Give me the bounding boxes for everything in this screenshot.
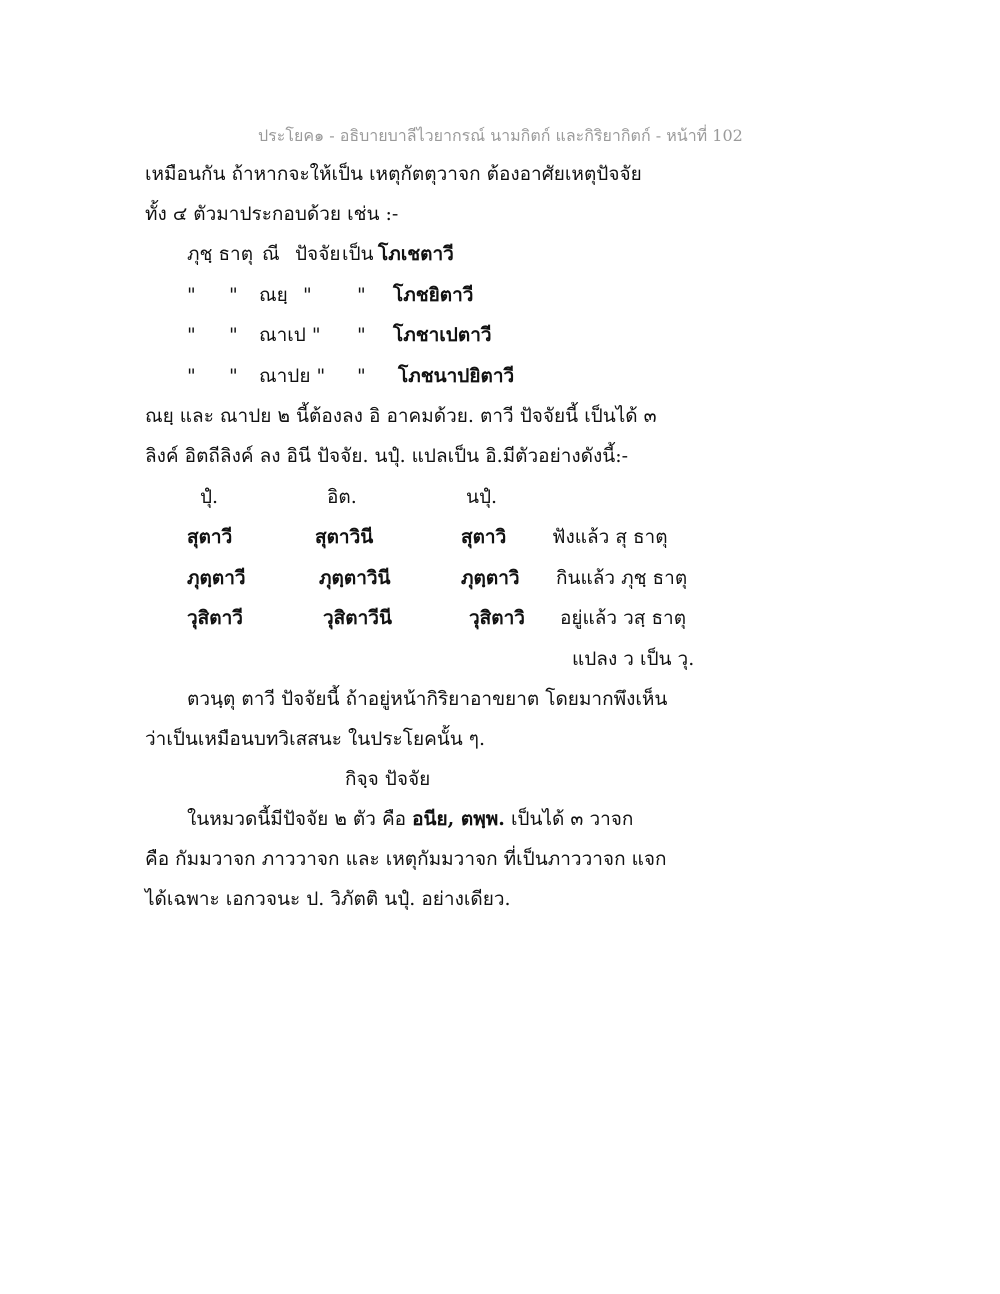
table-note: แปลง ว เป็น วุ.: [572, 648, 695, 670]
para3-line-1-start: ในหมวดนี้มีปัจจัย ๒ ตัว คือ: [187, 808, 407, 830]
derivation-1-result: โภเชตาวี: [378, 243, 454, 265]
table-row-1-masculine: สุตาวี: [187, 526, 233, 548]
table-header-feminine: อิต.: [327, 486, 357, 508]
derivation-3-suffix: ณาเป ": [259, 324, 321, 346]
section-title: กิจฺจ ปัจจัย: [345, 768, 431, 790]
explain-line-2: ลิงค์ อิตถีลิงค์ ลง อินี ปัจจัย. นปุํ. แปลเป็น อิ.มีตัวอย่างดังนี้:-: [145, 445, 629, 467]
derivation-4-result: โภชนาปยิตาวี: [398, 365, 515, 387]
table-header-masculine: ปุํ.: [200, 486, 219, 508]
table-row-2-feminine: ภุตฺตาวินี: [319, 567, 391, 589]
intro-line-2: ทั้ง ๔ ตัวมาประกอบด้วย เช่น :-: [145, 203, 399, 225]
table-row-3-feminine: วุสิตาวีนี: [323, 607, 392, 629]
derivation-2-suffix: ณยฺ: [259, 284, 288, 306]
para3-line-1-end: เป็นได้ ๓ วาจก: [510, 808, 634, 830]
derivation-1-root: ภุชฺ ธาตุ: [187, 243, 254, 265]
intro-line-1: เหมือนกัน ถ้าหากจะให้เป็น เหตุกัตตุวาจก ต้องอาศัยเหตุปัจจัย: [145, 163, 642, 185]
derivation-2-ditto: ": [229, 284, 238, 306]
derivation-4-suffix: ณาปย ": [259, 365, 326, 387]
derivation-3-ditto: ": [229, 324, 238, 346]
para3-line-2: คือ กัมมวาจก ภาววาจก และ เหตุกัมมวาจก ที่เป็นภาววาจก แจก: [145, 848, 667, 870]
derivation-2-ditto: ": [357, 284, 366, 306]
para3-line-1: [187, 807, 633, 831]
derivation-4-ditto: ": [187, 365, 196, 387]
table-row-3-masculine: วุสิตาวี: [187, 607, 243, 629]
derivation-2-ditto: ": [303, 284, 312, 306]
derivation-2-result: โภชยิตาวี: [393, 284, 474, 306]
derivation-3-ditto: ": [187, 324, 196, 346]
para2-line-2: ว่าเป็นเหมือนบทวิเสสนะ ในประโยคนั้น ๆ.: [145, 728, 486, 750]
derivation-2-ditto: ": [187, 284, 196, 306]
derivation-1-label: ปัจจัย: [295, 243, 341, 265]
derivation-3-ditto: ": [357, 324, 366, 346]
table-header-neuter: นปุํ.: [466, 486, 498, 508]
derivation-4-ditto: ": [357, 365, 366, 387]
table-row-2-meaning: กินแล้ว ภุชฺ ธาตุ: [556, 567, 688, 589]
derivation-1-becomes: เป็น: [342, 243, 374, 265]
page-header: ประโยค๑ - อธิบายบาลีไวยากรณ์ นามกิตก์ และกิริยากิตก์ - หน้าที่ 102: [258, 126, 743, 145]
table-row-1-feminine: สุตาวินี: [315, 526, 374, 548]
table-row-2-neuter: ภุตฺตาวิ: [461, 567, 520, 589]
table-row-1-neuter: สุตาวิ: [461, 526, 507, 548]
para3-suffix-terms: อนีย, ตพฺพ.: [412, 808, 505, 830]
table-row-1-meaning: ฟังแล้ว สุ ธาตุ: [552, 526, 668, 548]
para3-line-3: ได้เฉพาะ เอกวจนะ ป. วิภัตติ นปุํ. อย่างเดียว.: [145, 888, 511, 910]
explain-line-1: ณยฺ และ ณาปย ๒ นี้ต้องลง อิ อาคมด้วย. ตาวี ปัจจัยนี้ เป็นได้ ๓: [145, 405, 657, 427]
table-row-3-meaning: อยู่แล้ว วสฺ ธาตุ: [560, 607, 687, 629]
derivation-3-result: โภชาเปตาวี: [393, 324, 492, 346]
derivation-4-ditto: ": [229, 365, 238, 387]
para2-line-1: ตวนฺตุ ตาวี ปัจจัยนี้ ถ้าอยู่หน้ากิริยาอาขยาต โดยมากพึงเห็น: [187, 688, 668, 710]
table-row-2-masculine: ภุตฺตาวี: [187, 567, 246, 589]
table-row-3-neuter: วุสิตาวิ: [469, 607, 525, 629]
derivation-1-suffix: ณี: [262, 243, 280, 265]
